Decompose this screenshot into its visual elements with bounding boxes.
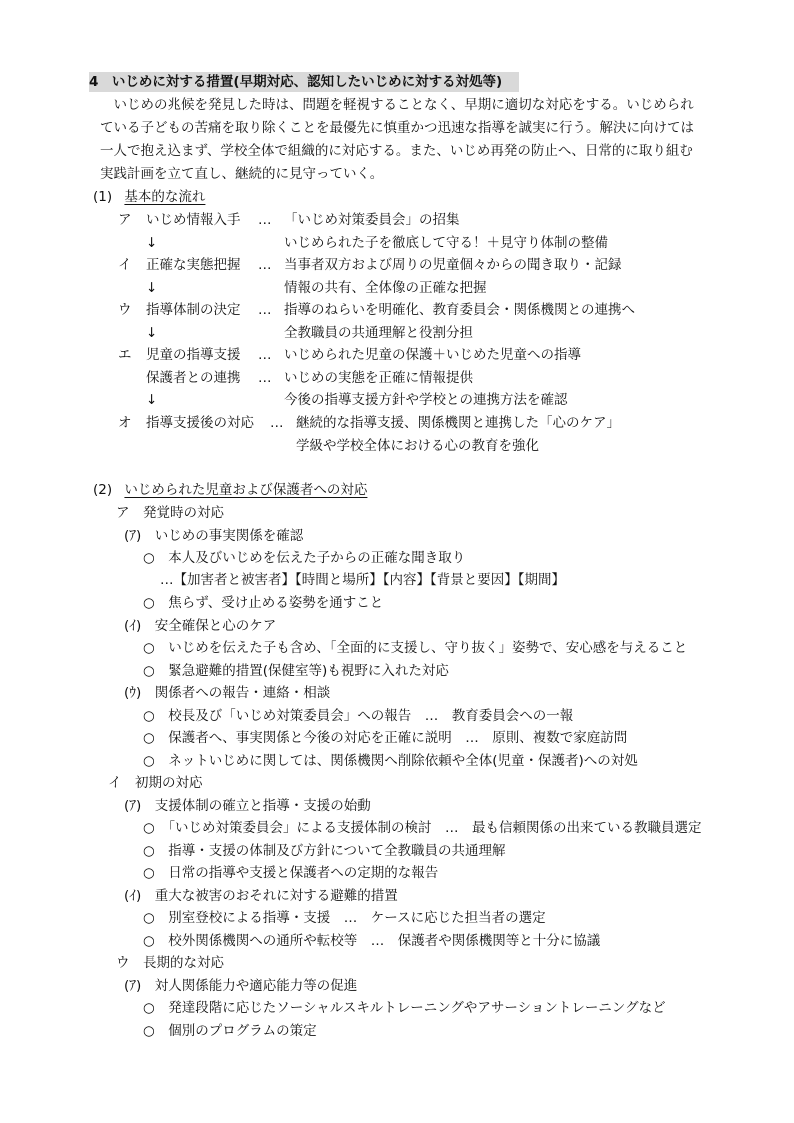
flow-step-detail: 当事者双方および周りの児童個々からの聞き取り・記録 — [284, 257, 622, 273]
response-line: (ｱ) 支援体制の確立と指導・支援の始動 — [124, 798, 371, 814]
response-line: ○ 別室登校による指導・支援 … ケースに応じた担当者の選定 — [143, 910, 546, 926]
flow-step-mark: ア — [118, 212, 132, 228]
flow-separator: … — [258, 212, 272, 228]
flow-row — [118, 255, 738, 275]
response-line: ○ 個別のプログラムの策定 — [143, 1023, 317, 1039]
response-line: ○ いじめを伝えた子も含め、「全面的に支援し、守り抜く」姿勢で、安心感を与えること — [143, 640, 688, 656]
response-line: (ｱ) 対人関係能力や適応能力等の促進 — [124, 978, 358, 994]
flow-step-detail: 継続的な指導支援、関係機関と連携した「心のケア」 — [296, 415, 620, 431]
response-line: ア 発覚時の対応 — [116, 505, 224, 521]
response-line: ○ 発達段階に応じたソーシャルスキルトレーニングやアサーショントレーニングなど — [143, 1000, 666, 1016]
flow-arrow: ↓ — [146, 235, 158, 251]
part1-heading — [93, 187, 205, 207]
flow-step-detail: 「いじめ対策委員会」の招集 — [284, 212, 460, 228]
flow-separator: … — [258, 302, 272, 318]
flow-step-label: いじめ情報入手 — [146, 212, 241, 228]
flow-arrow: ↓ — [146, 392, 158, 408]
response-line: ○ 保護者へ、事実関係と今後の対応を正確に説明 … 原則、複数で家庭訪問 — [143, 730, 628, 746]
response-line: …【加害者と被害者】【時間と場所】【内容】【背景と要因】【期間】 — [160, 572, 565, 588]
response-line: ○ ネットいじめに関しては、関係機関へ削除依頼や全体(児童・保護者)への対処 — [143, 753, 638, 769]
flow-separator: … — [270, 415, 284, 431]
intro-line: いじめの兆候を発見した時は、問題を軽視することなく、早期に適切な対応をする。いじめられ — [100, 97, 694, 113]
flow-step-label: 指導支援後の対応 — [146, 415, 254, 431]
response-line: ○ 日常の指導や支援と保護者への定期的な報告 — [143, 865, 439, 881]
flow-step-label: 児童の指導支援 — [146, 347, 241, 363]
response-line: ○ 「いじめ対策委員会」による支援体制の検討 … 最も信頼関係の出来ている教職員選定 — [143, 820, 702, 836]
response-line: イ 初期の対応 — [108, 775, 203, 791]
response-line: (ｱ) いじめの事実関係を確認 — [124, 528, 304, 544]
part1-number: (1) — [93, 189, 113, 205]
response-line: ウ 長期的な対応 — [116, 955, 224, 971]
intro-line: ている子どもの苦痛を取り除くことを最優先に慎重かつ迅速な指導を誠実に行う。解決に向けては — [100, 120, 694, 136]
flow-row — [118, 210, 738, 230]
flow-row — [118, 436, 738, 456]
flow-row — [118, 368, 738, 388]
response-line: (ｳ) 関係者への報告・連絡・相談 — [124, 685, 331, 701]
flow-separator: … — [258, 347, 272, 363]
flow-row — [118, 300, 738, 320]
flow-row — [118, 323, 738, 343]
intro-line: 実践計画を立て直し、継続的に見守っていく。 — [100, 166, 384, 182]
flow-row — [118, 278, 738, 298]
flow-row — [118, 413, 738, 433]
flow-separator: … — [258, 370, 272, 386]
response-line: ○ 指導・支援の体制及び方針について全教職員の共通理解 — [143, 843, 506, 859]
flow-step-detail: 情報の共有、全体像の正確な把握 — [284, 280, 487, 296]
flow-step-detail: いじめられた子を徹底して守る！＋見守り体制の整備 — [284, 235, 608, 251]
response-line: ○ 焦らず、受け止める姿勢を通すこと — [143, 595, 384, 611]
flow-row — [118, 345, 738, 365]
flow-row — [118, 390, 738, 410]
flow-row — [118, 233, 738, 253]
response-line: ○ 校外関係機関への通所や転校等 … 保護者や関係機関等と十分に協議 — [143, 933, 601, 949]
flow-separator: … — [258, 257, 272, 273]
flow-step-label: 指導体制の決定 — [146, 302, 241, 318]
response-line: ○ 緊急避難的措置(保健室等)も視野に入れた対応 — [143, 663, 449, 679]
flow-step-detail: 今後の指導支援方針や学校との連携方法を確認 — [284, 392, 568, 408]
flow-step-label: 保護者との連携 — [146, 370, 241, 386]
response-line: (ｲ) 安全確保と心のケア — [124, 618, 277, 634]
response-line: ○ 本人及びいじめを伝えた子からの正確な聞き取り — [143, 550, 466, 566]
flow-arrow: ↓ — [146, 325, 158, 341]
flow-step-detail: 学級や学校全体における心の教育を強化 — [296, 438, 539, 454]
flow-step-detail: いじめられた児童の保護＋いじめた児童への指導 — [284, 347, 581, 363]
flow-step-detail: いじめの実態を正確に情報提供 — [284, 370, 473, 386]
flow-arrow: ↓ — [146, 280, 158, 296]
flow-step-mark: ウ — [118, 302, 132, 318]
intro-line: 一人で抱え込まず、学校全体で組織的に対応する。また、いじめ再発の防止へ、日常的に取り組む — [100, 143, 693, 159]
part1-title: 基本的な流れ — [124, 189, 206, 205]
flow-step-mark: オ — [118, 415, 132, 431]
part2-heading — [93, 480, 367, 500]
section-heading: 4 いじめに対する措置(早期対応、認知したいじめに対する対処等) — [89, 72, 519, 92]
flow-step-detail: 指導のねらいを明確化、教育委員会・関係機関との連携へ — [284, 302, 635, 318]
response-line: (ｲ) 重大な被害のおそれに対する避難的措置 — [124, 888, 398, 904]
flow-step-mark: エ — [118, 347, 132, 363]
flow-step-label: 正確な実態把握 — [146, 257, 241, 273]
response-line: ○ 校長及び「いじめ対策委員会」への報告 … 教育委員会への一報 — [143, 708, 574, 724]
flow-step-detail: 全教職員の共通理解と役割分担 — [284, 325, 473, 341]
part2-title: いじめられた児童および保護者への対応 — [124, 482, 368, 498]
flow-step-mark: イ — [118, 257, 132, 273]
part2-number: (2) — [93, 482, 113, 498]
